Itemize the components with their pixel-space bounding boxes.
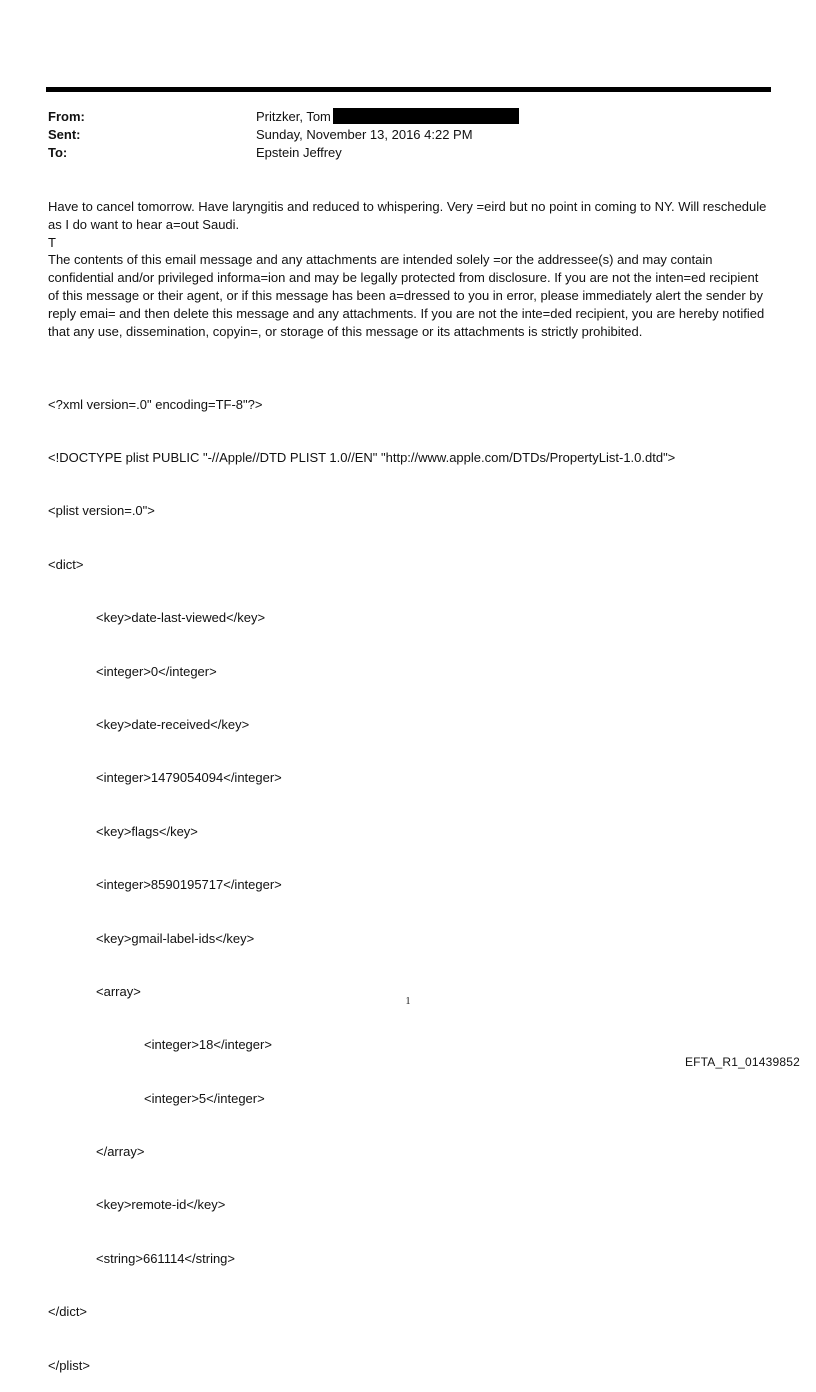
disclaimer-text: The contents of this email message and any attachments are intended solely =or the addressee(s) and may contain confidential and/or privileged informa=ion and may be legally protected from disclosure. If you are not the inten=ed recipient of this message or their agent, or if this message has been a=dressed to you in error, please immediately alert the sender by reply emai= and then delete this message and any attachments. If you are not the inte=ded recipient, you are hereby notified that any use, dissemination, copyin=, or storage of this message or its attachments is strictly prohibited. [48,252,765,339]
email-body [48,198,770,340]
signoff: T [48,234,56,250]
doctype-line: <!DOCTYPE plist PUBLIC "-//Apple//DTD PLIST 1.0//EN" "http://www.apple.com/DTDs/PropertyList-1.0.dtd"> [48,449,676,465]
to-value: Epstein Jeffrey [256,145,342,160]
array-item: <integer>18</integer> [144,1037,272,1053]
plist-line: <key>flags</key> [96,823,198,839]
message-text: Have to cancel tomorrow. Have laryngitis and reduced to whispering. Very =eird but no point in coming to NY. Will reschedule as I do want to hear a=out Saudi. [48,199,767,232]
redaction-box [333,108,519,124]
xml-declaration: <?xml version=.0" encoding=TF-8"?> [48,396,263,412]
header-rule [46,87,771,92]
to-label: To: [48,145,68,160]
plist-close: </plist> [48,1357,90,1373]
from-name: Pritzker, Tom [256,109,331,124]
plist-line: <key>remote-id</key> [96,1197,226,1213]
plist-line: <key>date-received</key> [96,716,250,732]
from-value [256,108,519,126]
page-number: 1 [405,996,411,1007]
plist-line: <string>661114</string> [96,1250,236,1266]
plist-line: <key>date-last-viewed</key> [96,610,266,626]
plist-open: <plist version=.0"> [48,503,155,519]
dict-close: </dict> [48,1304,88,1320]
plist-line: <integer>1479054094</integer> [96,770,282,786]
plist-line: <integer>8590195717</integer> [96,877,282,893]
array-close: </array> [96,1144,145,1160]
sent-label: Sent: [48,127,81,142]
array-item: <integer>5</integer> [144,1090,265,1106]
plist-line: <key>gmail-label-ids</key> [96,930,255,946]
dict-open: <dict> [48,556,84,572]
bates-number: EFTA_R1_01439852 [684,1055,800,1069]
plist-block [48,360,675,1392]
sent-value: Sunday, November 13, 2016 4:22 PM [256,127,473,142]
plist-line: <array> [96,983,141,999]
plist-line: <integer>0</integer> [96,663,217,679]
from-label: From: [48,109,85,124]
